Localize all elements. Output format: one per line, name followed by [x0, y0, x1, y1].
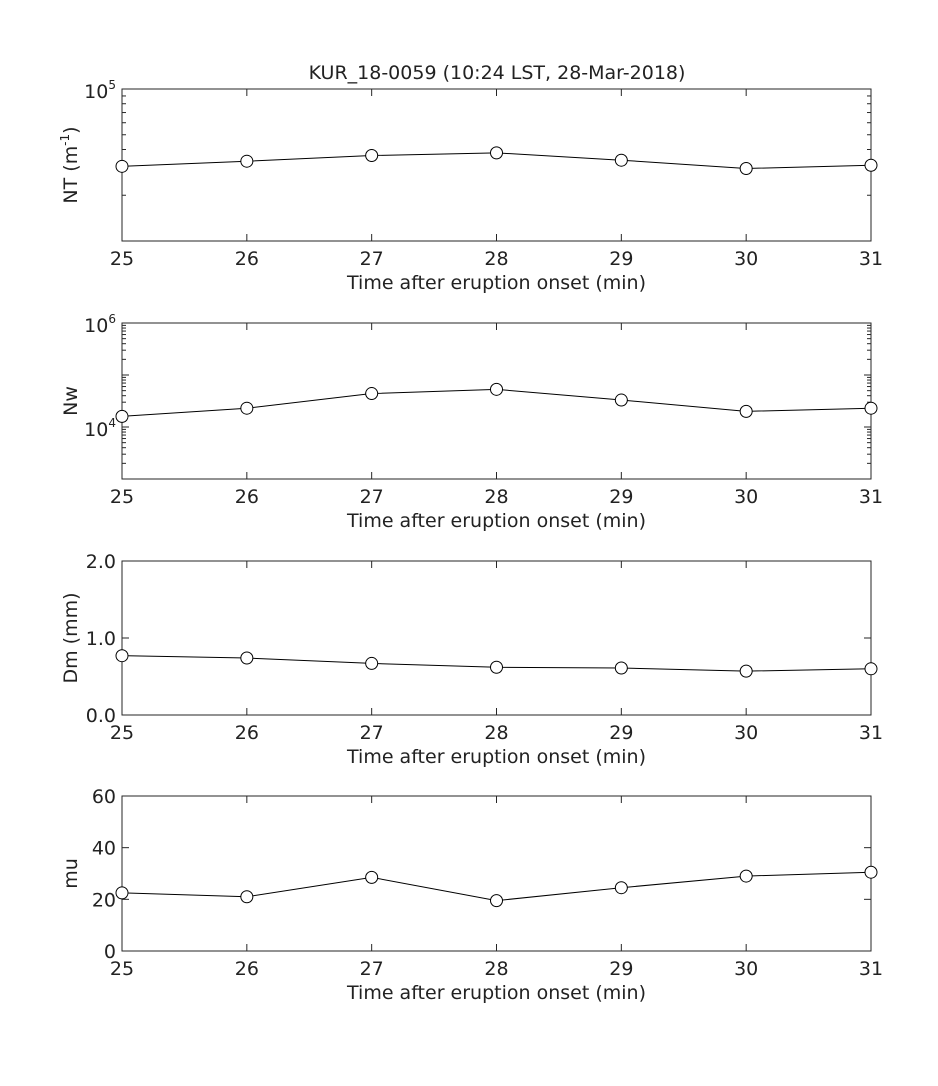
x-axis-label: Time after eruption onset (min): [347, 746, 646, 768]
x-axis-label: Time after eruption onset (min): [347, 982, 646, 1004]
y-tick-label: 1.0: [85, 628, 116, 650]
data-point: [491, 661, 503, 673]
data-point: [241, 891, 253, 903]
x-tick-label: 28: [484, 486, 509, 508]
x-tick-label: 27: [359, 958, 384, 980]
data-point: [615, 154, 627, 166]
x-axis-label: Time after eruption onset (min): [347, 510, 646, 532]
x-tick-label: 26: [234, 486, 259, 508]
figure-title: KUR_18-0059 (10:24 LST, 28-Mar-2018): [308, 62, 686, 84]
x-tick-label: 29: [609, 486, 634, 508]
x-tick-label: 30: [734, 248, 759, 270]
x-tick-label: 31: [858, 486, 884, 508]
y-tick-label: 20: [91, 889, 116, 912]
data-point: [740, 162, 752, 174]
y-axis-label: Dm (mm): [60, 592, 82, 684]
data-point: [865, 866, 877, 878]
plot-mu: [60, 786, 883, 1004]
plot-dm: [60, 551, 883, 768]
x-tick-label: 26: [234, 248, 259, 270]
plot-frame: [122, 89, 871, 241]
x-tick-label: 26: [234, 722, 259, 744]
x-tick-label: 30: [734, 722, 759, 744]
y-axis-label: Nw: [60, 386, 82, 416]
y-tick-label: 2.0: [85, 551, 116, 573]
x-tick-label: 25: [109, 486, 135, 508]
x-tick-label: 29: [609, 722, 634, 744]
data-point: [116, 160, 128, 172]
y-axis-label: mu: [60, 858, 82, 889]
x-tick-label: 29: [609, 958, 634, 980]
data-point: [116, 650, 128, 662]
x-tick-label: 29: [609, 248, 634, 270]
plot-nt: [58, 78, 883, 294]
plot-frame: [122, 796, 871, 951]
x-tick-label: 25: [109, 722, 135, 744]
data-point: [241, 652, 253, 664]
x-tick-label: 31: [858, 958, 884, 980]
data-point: [366, 388, 378, 400]
y-tick-label: 60: [91, 786, 116, 808]
y-tick-label: 40: [91, 837, 116, 860]
data-point: [491, 383, 503, 395]
data-point: [615, 662, 627, 674]
data-point: [366, 871, 378, 883]
x-tick-label: 25: [109, 958, 135, 980]
data-point: [366, 657, 378, 669]
x-tick-label: 27: [359, 486, 384, 508]
data-point: [865, 159, 877, 171]
data-point: [116, 887, 128, 899]
x-tick-label: 28: [484, 248, 509, 270]
x-tick-label: 30: [734, 486, 759, 508]
data-point: [865, 663, 877, 675]
y-tick-label: 0: [103, 941, 116, 963]
data-point: [615, 394, 627, 406]
y-axis-label: NT $(m^{-1})$: [58, 126, 82, 204]
data-point: [241, 155, 253, 167]
data-point: [740, 405, 752, 417]
data-point: [740, 665, 752, 677]
x-tick-label: 27: [359, 248, 384, 270]
x-tick-label: 27: [359, 722, 384, 744]
x-tick-label: 30: [734, 958, 759, 980]
x-tick-label: 26: [234, 958, 259, 980]
data-point: [865, 402, 877, 414]
x-tick-label: 28: [484, 958, 509, 980]
data-point: [241, 402, 253, 414]
data-point: [491, 147, 503, 159]
y-tick-label: 0.0: [85, 705, 116, 727]
data-point: [116, 410, 128, 422]
data-point: [491, 895, 503, 907]
y-tick-label: $10^5$: [84, 78, 116, 103]
x-tick-label: 28: [484, 722, 509, 744]
x-tick-label: 25: [109, 248, 135, 270]
data-point: [366, 150, 378, 162]
x-axis-label: Time after eruption onset (min): [347, 272, 646, 294]
x-tick-label: 31: [858, 722, 884, 744]
data-point: [740, 870, 752, 882]
plot-frame: [122, 561, 871, 715]
x-tick-label: 31: [858, 248, 884, 270]
plot-frame: [122, 323, 871, 479]
y-tick-label: $10^4$: [84, 416, 116, 441]
plot-nw: [60, 312, 883, 532]
y-tick-label: $10^6$: [84, 312, 116, 337]
data-point: [615, 882, 627, 894]
